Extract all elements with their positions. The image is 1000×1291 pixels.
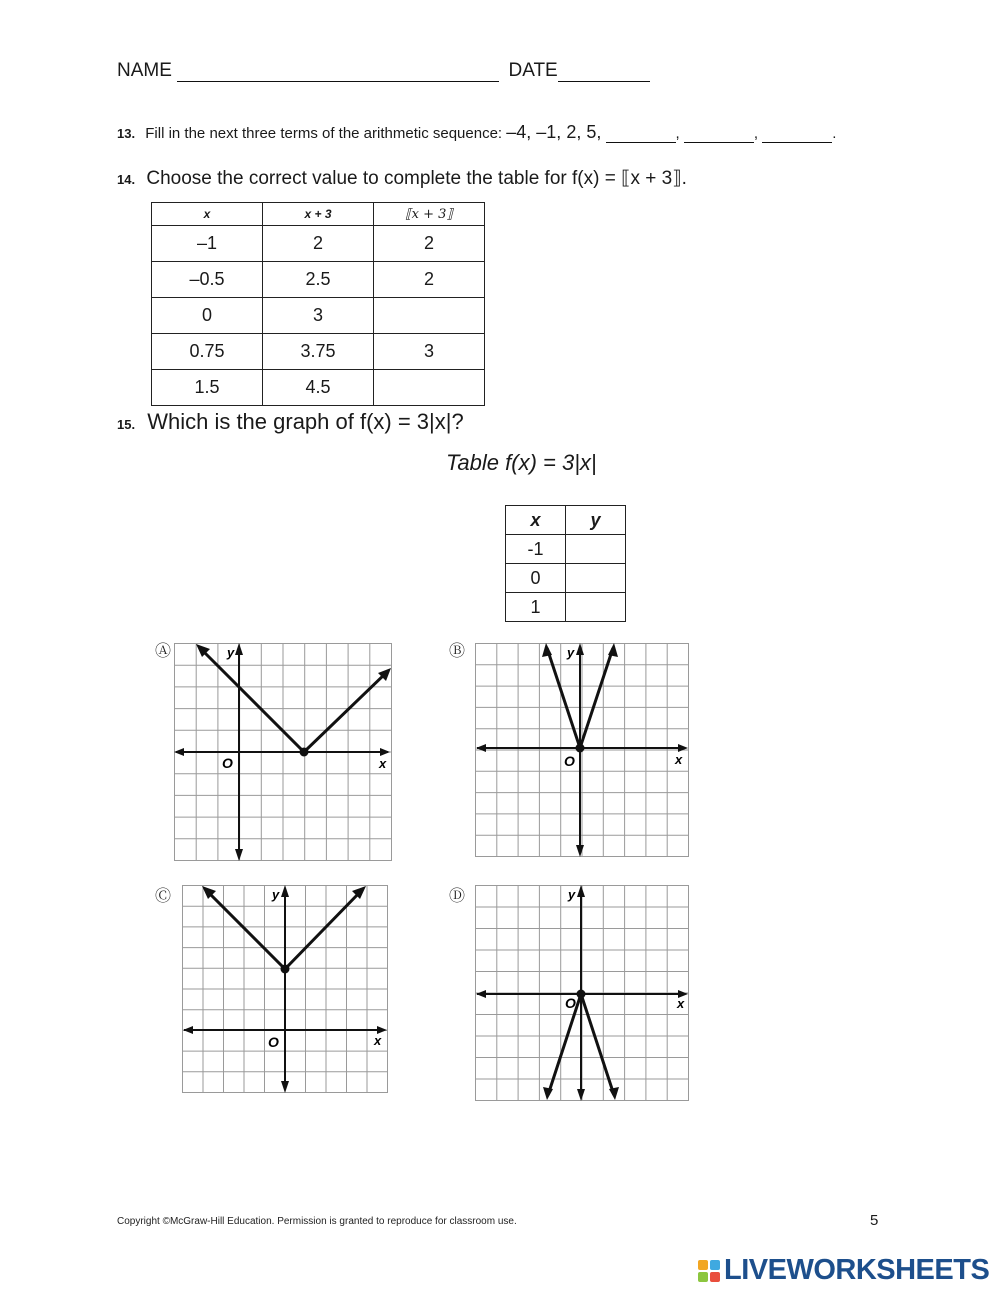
liveworksheets-logo-icon (698, 1260, 720, 1282)
table-cell: –1 (152, 226, 263, 262)
question-14 (117, 167, 687, 190)
answer-cell[interactable] (566, 593, 626, 622)
name-label: NAME (117, 60, 172, 81)
logo-tile (710, 1272, 720, 1282)
table-title: Table f(x) = 3|x| (446, 450, 597, 475)
liveworksheets-brand[interactable] (698, 1254, 989, 1287)
x-axis-label: x (379, 756, 387, 771)
table-row (152, 262, 485, 298)
table-cell: 0 (506, 564, 566, 593)
table-cell: 0.75 (152, 334, 263, 370)
question-prompt: Choose the correct value to complete the table for (146, 168, 572, 189)
question-number: 13. (117, 126, 136, 141)
vertex-point (281, 965, 290, 974)
table-cell: 2 (374, 226, 485, 262)
table-row (152, 334, 485, 370)
x-axis-arrow-icon (380, 748, 390, 756)
answer-blank-3[interactable] (762, 129, 832, 143)
y-axis-arrow-icon (576, 845, 584, 857)
x-axis-arrow-icon (678, 744, 688, 752)
graph-option-a[interactable] (174, 643, 392, 861)
answer-blank-1[interactable] (606, 129, 676, 143)
table-cell: 1.5 (152, 370, 263, 406)
table-cell: 4.5 (263, 370, 374, 406)
table-cell: –0.5 (152, 262, 263, 298)
graph-arrow-icon (609, 1087, 619, 1100)
origin-label: O (222, 755, 233, 771)
value-table (151, 202, 485, 406)
table-cell: 1 (506, 593, 566, 622)
table-cell: 3 (374, 334, 485, 370)
column-header: x + 3 (263, 203, 374, 226)
xy-table (505, 505, 626, 622)
table-cell: 2.5 (263, 262, 374, 298)
header-line (117, 60, 650, 82)
table-row (506, 564, 626, 593)
answer-cell[interactable] (374, 298, 485, 334)
y-axis-arrow-icon (576, 643, 584, 655)
date-label: DATE (508, 60, 558, 81)
y-axis-arrow-icon (235, 849, 243, 861)
column-header: x (152, 203, 263, 226)
y-axis-arrow-icon (577, 885, 585, 897)
logo-tile (698, 1260, 708, 1270)
option-b-label[interactable]: Ⓑ (449, 641, 466, 660)
table-row (506, 593, 626, 622)
graph-option-b[interactable] (475, 643, 689, 857)
graph-arrow-icon (608, 643, 618, 657)
question-prompt: Fill in the next three terms of the arithmetic sequence: (145, 125, 503, 142)
function-expression: f(x) = ⟦x + 3⟧. (572, 168, 687, 189)
y-axis-arrow-icon (577, 1089, 585, 1101)
answer-blank-2[interactable] (684, 129, 754, 143)
y-axis-label: y (227, 645, 235, 660)
x-axis-label: x (374, 1033, 382, 1048)
graph-arrow-icon (543, 1087, 553, 1100)
table-row (152, 298, 485, 334)
table-row (506, 535, 626, 564)
v-graph-line (200, 648, 388, 752)
x-axis-arrow-icon (476, 990, 486, 998)
table-cell: 0 (152, 298, 263, 334)
column-header: x (506, 506, 566, 535)
column-header: y (566, 506, 626, 535)
date-blank[interactable] (558, 64, 650, 82)
question-15 (117, 409, 464, 435)
logo-tile (710, 1260, 720, 1270)
option-a-label[interactable]: Ⓐ (155, 641, 172, 660)
page-number: 5 (870, 1212, 879, 1229)
brand-name: LIVEWORKSHEETS (724, 1254, 990, 1286)
sequence-terms: –4, –1, 2, 5, (506, 122, 602, 142)
x-axis-label: x (677, 996, 685, 1011)
table-cell: 3 (263, 298, 374, 334)
table-cell: -1 (506, 535, 566, 564)
vertex-point (576, 744, 585, 753)
y-axis-label: y (272, 887, 280, 902)
origin-label: O (564, 753, 575, 769)
y-axis-arrow-icon (281, 1081, 289, 1093)
graph-arrow-icon (542, 643, 552, 657)
origin-label: O (565, 995, 576, 1011)
answer-cell[interactable] (566, 564, 626, 593)
table-header-row (506, 506, 626, 535)
table-row (152, 370, 485, 406)
table-cell: 3.75 (263, 334, 374, 370)
y-axis-label: y (567, 645, 575, 660)
table-header-row (152, 203, 485, 226)
y-axis-arrow-icon (281, 885, 289, 897)
vertex-point (577, 990, 586, 999)
x-axis-arrow-icon (476, 744, 486, 752)
question-prompt: Which is the graph of f(x) = 3|x|? (147, 409, 464, 434)
logo-tile (698, 1272, 708, 1282)
y-axis-label: y (568, 887, 576, 902)
x-axis-arrow-icon (174, 748, 184, 756)
answer-cell[interactable] (374, 370, 485, 406)
name-blank[interactable] (177, 64, 499, 82)
table-cell: 2 (374, 262, 485, 298)
y-axis-arrow-icon (235, 643, 243, 655)
vertex-point (300, 748, 309, 757)
origin-label: O (268, 1034, 279, 1050)
table-row (152, 226, 485, 262)
graph-option-c[interactable] (182, 885, 388, 1093)
table-cell: 2 (263, 226, 374, 262)
option-c-label[interactable]: Ⓒ (155, 886, 172, 905)
x-axis-label: x (675, 752, 683, 767)
question-13: 13. Fill in the next three terms of the arithmetic sequence: –4, –1, 2, 5, , , . (117, 122, 837, 142)
x-axis-arrow-icon (183, 1026, 193, 1034)
question-number: 14. (117, 172, 136, 187)
option-d-label[interactable]: Ⓓ (449, 886, 466, 905)
answer-cell[interactable] (566, 535, 626, 564)
copyright-notice: Copyright ©McGraw-Hill Education. Permission is granted to reproduce for classroom use. (117, 1216, 517, 1227)
column-header: ⟦x + 3⟧ (374, 203, 485, 226)
question-number: 15. (117, 417, 136, 432)
graph-option-d[interactable] (475, 885, 689, 1101)
